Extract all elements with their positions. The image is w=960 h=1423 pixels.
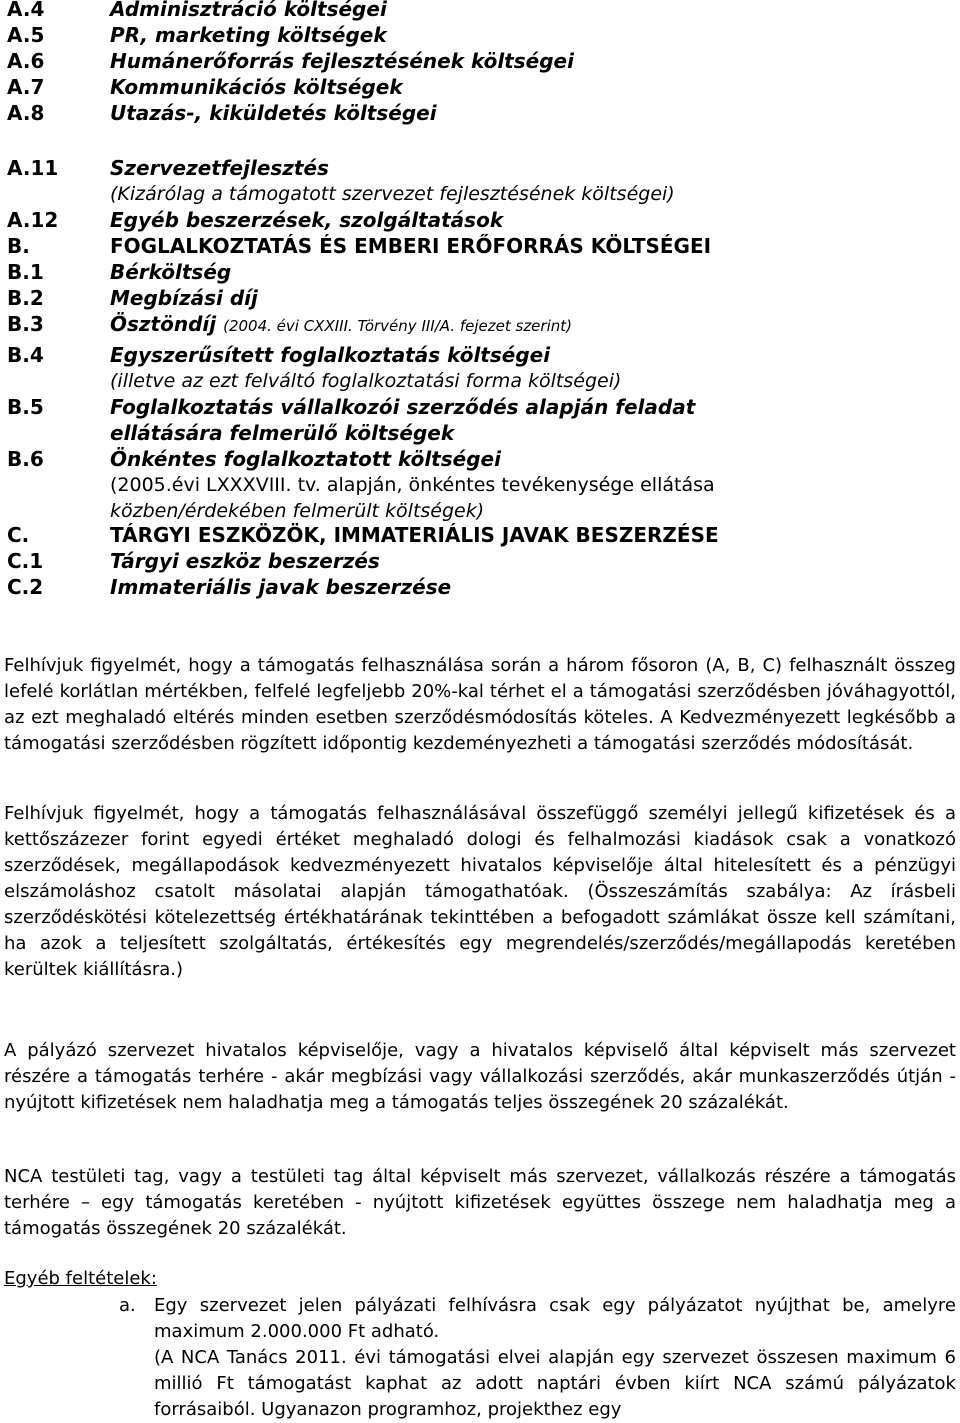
cost-item-subtext-row [0, 498, 960, 524]
cost-item-code: A.4 [7, 0, 45, 21]
cost-item-code: A.6 [7, 49, 45, 73]
cost-item-subtext: (illetve az ezt felváltó foglalkoztatási forma költségei) [110, 370, 622, 392]
cost-item [0, 446, 960, 472]
cost-item-code: B. [7, 234, 30, 258]
cost-item-subtext-row [0, 472, 960, 498]
cost-item-label: Egyéb beszerzések, szolgáltatások [110, 208, 504, 232]
cost-item-code: A.5 [7, 23, 45, 47]
cost-item-label: Ösztöndíj [110, 312, 217, 336]
cost-item-label: Megbízási díj [110, 286, 258, 310]
cost-item [0, 311, 960, 337]
cost-item-note: (2004. évi CXXIII. Törvény III/A. fejezet szerint) [223, 317, 572, 335]
cost-item-label: Egyszerűsített foglalkoztatás költségei [110, 343, 551, 367]
cost-item-code: A.7 [7, 75, 45, 99]
cost-item [0, 394, 960, 420]
cost-item [0, 155, 960, 181]
cost-item-label: FOGLALKOZTATÁS ÉS EMBERI ERŐFORRÁS KÖLTSÉGEI [110, 234, 712, 258]
cost-item-code: C.2 [7, 575, 44, 599]
cost-item-code: B.5 [7, 395, 44, 419]
body-paragraph: Felhívjuk figyelmét, hogy a támogatás felhasználása során a három fősoron (A, B, C) felhasznált összeg lefelé korlátlan mértékben, felfelé legfeljebb 20%-kal térhet el a támogatási szerződésben jóváhagyottól, az ezt meghaladó eltérés minden esetben szerződésmódosítás köteles. A Kedvezményezett legkésőbb a támogatási szerződésben rögzített időpontig kezdeményezheti a támogatási szerződés módosítását. [4, 655, 956, 754]
cost-item [0, 0, 960, 22]
cost-item-label: Immateriális javak beszerzése [110, 575, 452, 599]
other-conditions-heading: Egyéb feltételek: [4, 1268, 157, 1289]
list-item-marker: a. [119, 1295, 136, 1316]
cost-item-code: A.8 [7, 101, 45, 125]
cost-item-subtext: (Kizárólag a támogatott szervezet fejlesztésének költségei) [110, 183, 675, 205]
cost-item-code: B.4 [7, 343, 44, 367]
cost-item-label: Utazás-, kiküldetés költségei [110, 101, 437, 125]
cost-item [0, 285, 960, 311]
cost-item-code: B.2 [7, 286, 44, 310]
cost-item-subtext-row [0, 368, 960, 394]
cost-item [0, 48, 960, 74]
cost-item [0, 259, 960, 285]
cost-item-label: Adminisztráció költségei [110, 0, 387, 21]
cost-item-label: Humánerőforrás fejlesztésének költségei [110, 49, 574, 73]
cost-item-code: B.3 [7, 312, 44, 336]
cost-item-label-continuation [0, 420, 960, 446]
cost-item [0, 22, 960, 48]
cost-item-label: TÁRGYI ESZKÖZÖK, IMMATERIÁLIS JAVAK BESZERZÉSE [110, 523, 719, 547]
cost-item-label: Foglalkoztatás vállalkozói szerződés alapján feladat [110, 395, 696, 419]
body-paragraph: Felhívjuk figyelmét, hogy a támogatás felhasználásával összefüggő személyi jellegű kifizetések és a kettőszázezer forint egyedi értéket meghaladó dologi és felhalmozási kiadások csak a vonatkozó szerződések, megállapodások kedvezményezett hivatalos képviselője által hitelesített és a pénzügyi elszámoláshoz csatolt másolatai alapján támogathatóak. (Összeszámítás szabálya: Az írásbeli szerződéskötési kötelezettség értékhatárának tekinttében a befogadott számlákat össze kell számítani, ha azok a teljesített szolgáltatás, értékesítés egy megrendelés/szerződés/megállapodás keretében kerültek kiállításra.) [4, 803, 956, 980]
cost-item-subtext-line2: közben/érdekében felmerült költségek) [110, 500, 485, 522]
cost-item-code: B.1 [7, 260, 44, 284]
list-item-text: Egy szervezet jelen pályázati felhívásra csak egy pályázatot nyújthat be, amelyre maximum 2.000.000 Ft adható. [154, 1295, 956, 1342]
cost-item-code: B.6 [7, 447, 44, 471]
cost-item-section [0, 233, 960, 259]
cost-item-section [0, 522, 960, 548]
cost-item [0, 207, 960, 233]
cost-item [0, 74, 960, 100]
cost-item-label: Kommunikációs költségek [110, 75, 403, 99]
body-paragraph: A pályázó szervezet hivatalos képviselője, vagy a hivatalos képviselő által képviselt más szervezet részére a támogatás terhére - akár megbízási vagy vállalkozási szerződés, akár munkaszerződés útján - nyújtott kifizetések nem haladhatja meg a támogatás teljes összegének 20 százalékát. [4, 1040, 956, 1113]
cost-item-code: C.1 [7, 549, 44, 573]
cost-item [0, 100, 960, 126]
cost-item [0, 548, 960, 574]
cost-item-code: A.11 [7, 156, 59, 180]
cost-item-label: PR, marketing költségek [110, 23, 387, 47]
cost-item-code: C. [7, 523, 30, 547]
cost-item [0, 342, 960, 368]
cost-item-label: Szervezetfejlesztés [110, 156, 329, 180]
cost-item [0, 574, 960, 600]
cost-item-subtext: (2005.évi LXXXVIII. tv. alapján, önkéntes tevékenysége ellátása [110, 474, 715, 496]
cost-item-label-with-note [110, 311, 572, 339]
cost-item-label: Tárgyi eszköz beszerzés [110, 549, 380, 573]
list-item-note: (A NCA Tanács 2011. évi támogatási elvei alapján egy szervezet összesen maximum 6 millió Ft támogatást kaphat az adott naptári évben kiírt NCA számú pályázatok forrásaiból. Ugyanazon programhoz, projekthez egy [154, 1347, 956, 1420]
cost-item-label: Bérköltség [110, 260, 232, 284]
cost-item-label-line2: ellátására felmerülő költségek [110, 421, 455, 445]
cost-item-label: Önkéntes foglalkoztatott költségei [110, 447, 501, 471]
cost-item-subtext-row [0, 181, 960, 207]
body-paragraph: NCA testületi tag, vagy a testületi tag által képviselt más szervezet, vállalkozás részére a támogatás terhére – egy támogatás keretében - nyújtott kifizetések együttes összege nem haladhatja meg a támogatás összegének 20 százalékát. [4, 1166, 956, 1239]
cost-item-code: A.12 [7, 208, 59, 232]
